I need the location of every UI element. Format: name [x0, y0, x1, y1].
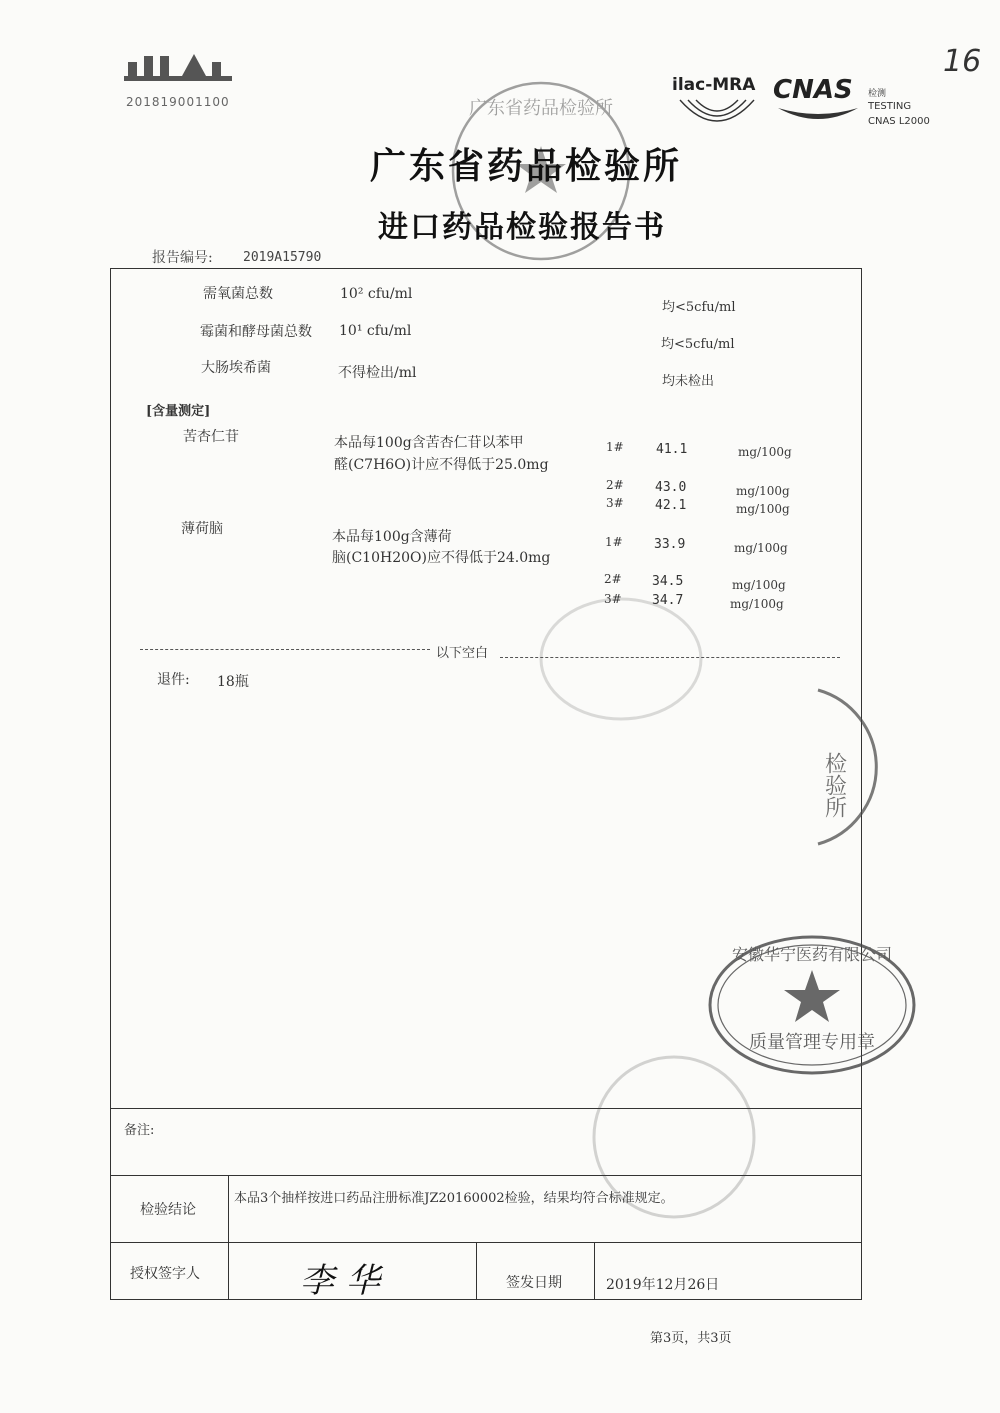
assay-standard-line: 脑(C10H20O)应不得低于24.0mg [332, 550, 551, 566]
returned-label: 退件: [157, 672, 190, 688]
issue-date: 2019年12月26日 [606, 1277, 720, 1293]
sample-value: 33.9 [654, 537, 686, 552]
report-title: 广东省药品检验所 [370, 145, 683, 187]
sample-unit: mg/100g [732, 578, 786, 592]
micro-standard-aerobic: 10² cfu/ml [340, 286, 413, 302]
ilac-mra-logo: ilac-MRA [672, 75, 756, 95]
faint-stamp-middle [536, 594, 706, 724]
sample-value: 42.1 [655, 498, 687, 513]
blank-marker: 以下空白 [436, 646, 489, 661]
sample-no: 2# [604, 572, 622, 586]
report-no: 2019A15790 [243, 250, 322, 265]
sample-no: 2# [606, 478, 624, 492]
micro-standard-mold-yeast: 10¹ cfu/ml [339, 323, 412, 339]
cma-logo [124, 48, 236, 88]
micro-standard-ecoli: 不得检出/ml [338, 365, 417, 381]
remarks-label: 备注: [124, 1123, 155, 1138]
sample-value: 43.0 [655, 480, 687, 495]
micro-item-ecoli: 大肠埃希菌 [201, 360, 271, 376]
sample-no: 1# [605, 535, 623, 549]
sample-unit: mg/100g [730, 597, 784, 611]
cnas-label-number: CNAS L2000 [868, 116, 930, 127]
blank-dash-right [500, 657, 840, 658]
date-label-left-line [476, 1242, 477, 1300]
sample-no: 1# [606, 440, 624, 454]
report-no-label: 报告编号: [152, 250, 213, 266]
date-label-right-line [594, 1242, 595, 1300]
handwritten-page-number: 16 [943, 44, 982, 79]
sample-value: 34.7 [652, 593, 684, 608]
micro-result-ecoli: 均未检出 [662, 374, 715, 389]
signer-label: 授权签字人 [130, 1266, 200, 1282]
micro-result-mold-yeast: 均<5cfu/ml [661, 337, 735, 352]
conclusion-label: 检验结论 [140, 1202, 196, 1218]
blank-dash-left [140, 649, 430, 650]
sample-unit: mg/100g [736, 484, 790, 498]
conclusion-text: 本品3个抽样按进口药品注册标准JZ20160002检验，结果均符合标准规定。 [234, 1191, 674, 1206]
sample-unit: mg/100g [736, 502, 790, 516]
micro-result-aerobic: 均<5cfu/ml [662, 300, 736, 315]
sample-unit: mg/100g [738, 445, 792, 459]
assay-heading: [含量测定] [146, 404, 211, 419]
report-subtitle: 进口药品检验报告书 [378, 210, 666, 245]
ilac-globe-icon [676, 96, 758, 130]
signature: 李华 [300, 1261, 392, 1301]
signer-top-line [110, 1242, 862, 1243]
sample-unit: mg/100g [734, 541, 788, 555]
page-footer: 第3页，共3页 [650, 1331, 732, 1346]
assay-standard-line: 本品每100g含苦杏仁苷以苯甲 [334, 435, 524, 451]
assay-standard-line: 醛(C7H6O)计应不得低于25.0mg [334, 457, 549, 473]
svg-text:检验所: 检验所 [821, 752, 847, 818]
sample-value: 34.5 [652, 574, 684, 589]
issue-date-label: 签发日期 [506, 1275, 562, 1291]
cnas-logo: CNAS [773, 75, 853, 105]
svg-text:广东省药品检验所: 广东省药品检验所 [469, 98, 613, 119]
cnas-label-cn: 检测 [868, 89, 887, 99]
cnas-label-testing: TESTING [868, 101, 912, 112]
assay-item-name: 薄荷脑 [181, 521, 223, 537]
svg-text:安徽华宁医药有限公司: 安徽华宁医药有限公司 [731, 945, 893, 964]
cma-code: 201819001100 [126, 95, 230, 109]
sample-no: 3# [604, 592, 622, 606]
micro-item-aerobic: 需氧菌总数 [203, 286, 273, 302]
micro-item-mold-yeast: 霉菌和酵母菌总数 [200, 324, 312, 340]
institute-seal-right [778, 682, 888, 852]
sample-value: 41.1 [656, 442, 688, 457]
assay-standard-line: 本品每100g含薄荷 [332, 529, 452, 545]
returned-value: 18瓶 [217, 674, 249, 690]
sample-no: 3# [606, 496, 624, 510]
svg-text:质量管理专用章: 质量管理专用章 [749, 1032, 875, 1053]
cnas-swoosh-icon [776, 104, 860, 124]
label-column-line [228, 1175, 229, 1300]
assay-item-name: 苦杏仁苷 [183, 429, 239, 445]
